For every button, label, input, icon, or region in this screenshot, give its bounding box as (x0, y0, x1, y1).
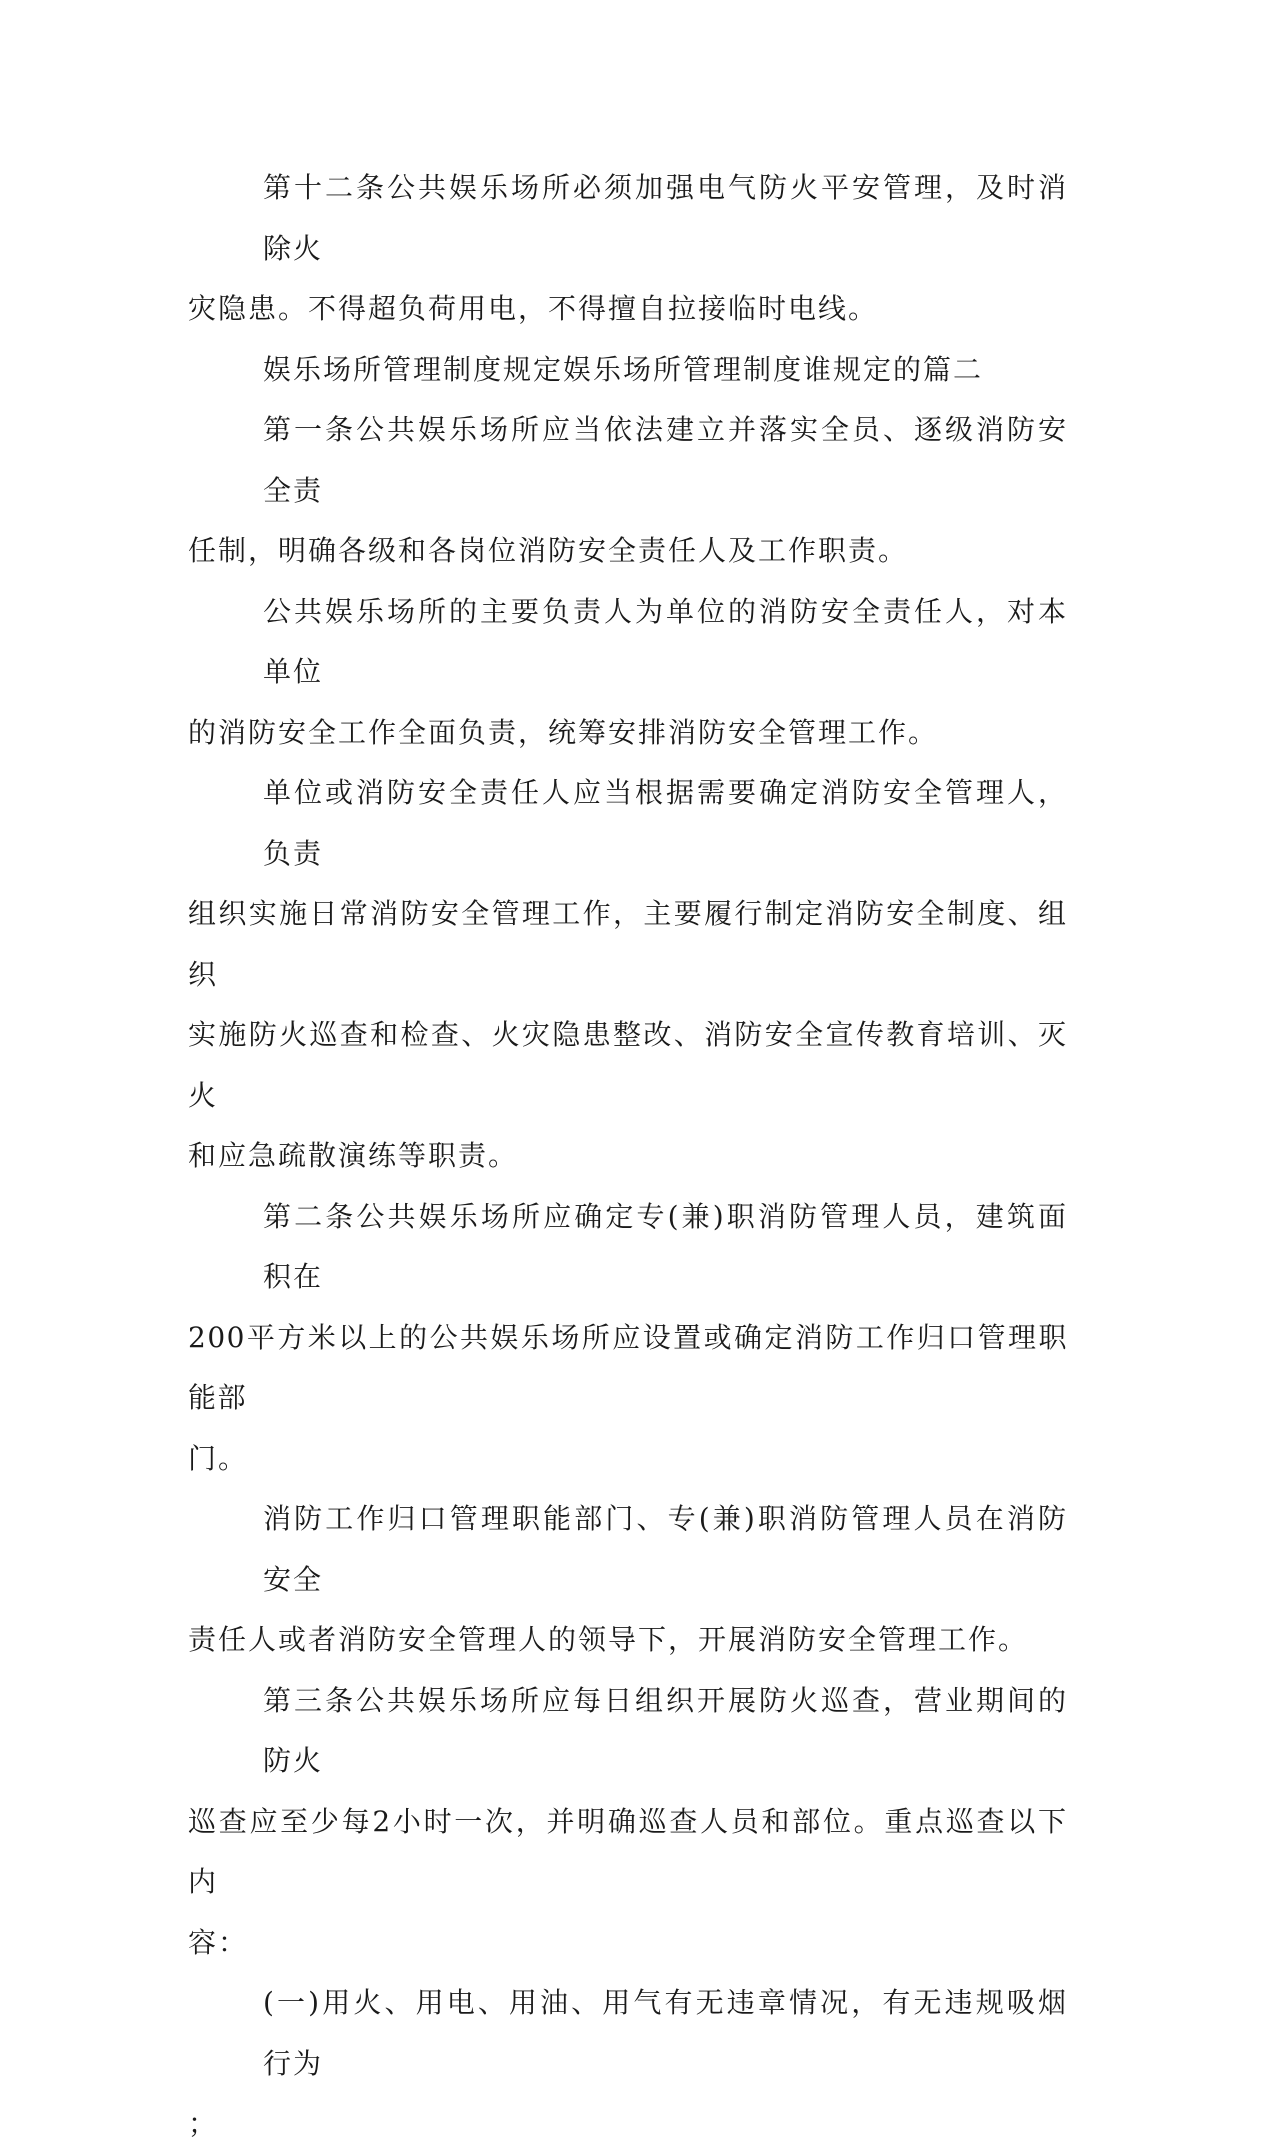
text-line: 任制，明确各级和各岗位消防安全责任人及工作职责。 (188, 534, 909, 567)
paragraph-responsible-person (188, 582, 1068, 764)
text-line: 的消防安全工作全面负责，统筹安排消防安全管理工作。 (188, 715, 939, 749)
text-line: 第二条公共娱乐场所应确定专(兼)职消防管理人员，建筑面积在 (263, 1199, 1068, 1293)
paragraph-management-department (188, 1489, 1068, 1671)
document-body (188, 158, 1068, 2155)
text-line: 容： (188, 1925, 249, 1959)
paragraph-article-12 (188, 158, 1068, 340)
text-line: 灾隐患。不得超负荷用电，不得擅自拉接临时电线。 (188, 292, 879, 325)
paragraph-article-3 (188, 1671, 1068, 1974)
text-line: 组织实施日常消防安全管理工作，主要履行制定消防安全制度、组织 (188, 897, 1068, 991)
text-line: 门。 (188, 1441, 249, 1475)
text-line: (一)用火、用电、用油、用气有无违章情况，有无违规吸烟行为 (263, 1986, 1068, 2080)
text-line: ； (188, 2107, 219, 2140)
text-line: 第一条公共娱乐场所应当依法建立并落实全员、逐级消防安全责 (263, 413, 1068, 507)
text-line: 巡查应至少每2小时一次，并明确巡查人员和部位。重点巡查以下内 (188, 1804, 1068, 1898)
text-line: 娱乐场所管理制度规定娱乐场所管理制度谁规定的篇二 (263, 352, 984, 386)
text-line: 责任人或者消防安全管理人的领导下，开展消防安全管理工作。 (188, 1623, 1029, 1656)
paragraph-safety-manager (188, 763, 1068, 1187)
text-line: 第十二条公共娱乐场所必须加强电气防火平安管理，及时消除火 (263, 171, 1068, 265)
text-line: 消防工作归口管理职能部门、专(兼)职消防管理人员在消防安全 (263, 1502, 1068, 1596)
text-line: 公共娱乐场所的主要负责人为单位的消防安全责任人，对本单位 (263, 594, 1068, 688)
text-line: 单位或消防安全责任人应当根据需要确定消防安全管理人，负责 (263, 776, 1068, 870)
text-line: 200平方米以上的公共娱乐场所应设置或确定消防工作归口管理职能部 (188, 1320, 1068, 1414)
text-line: 实施防火巡查和检查、火灾隐患整改、消防安全宣传教育培训、灭火 (188, 1018, 1068, 1112)
paragraph-article-2 (188, 1187, 1068, 1490)
paragraph-article-1 (188, 400, 1068, 582)
text-line: 和应急疏散演练等职责。 (188, 1139, 519, 1172)
section-heading (188, 340, 1068, 401)
text-line: 第三条公共娱乐场所应每日组织开展防火巡查，营业期间的防火 (263, 1683, 1068, 1777)
paragraph-inspection-item-1 (188, 1973, 1068, 2155)
